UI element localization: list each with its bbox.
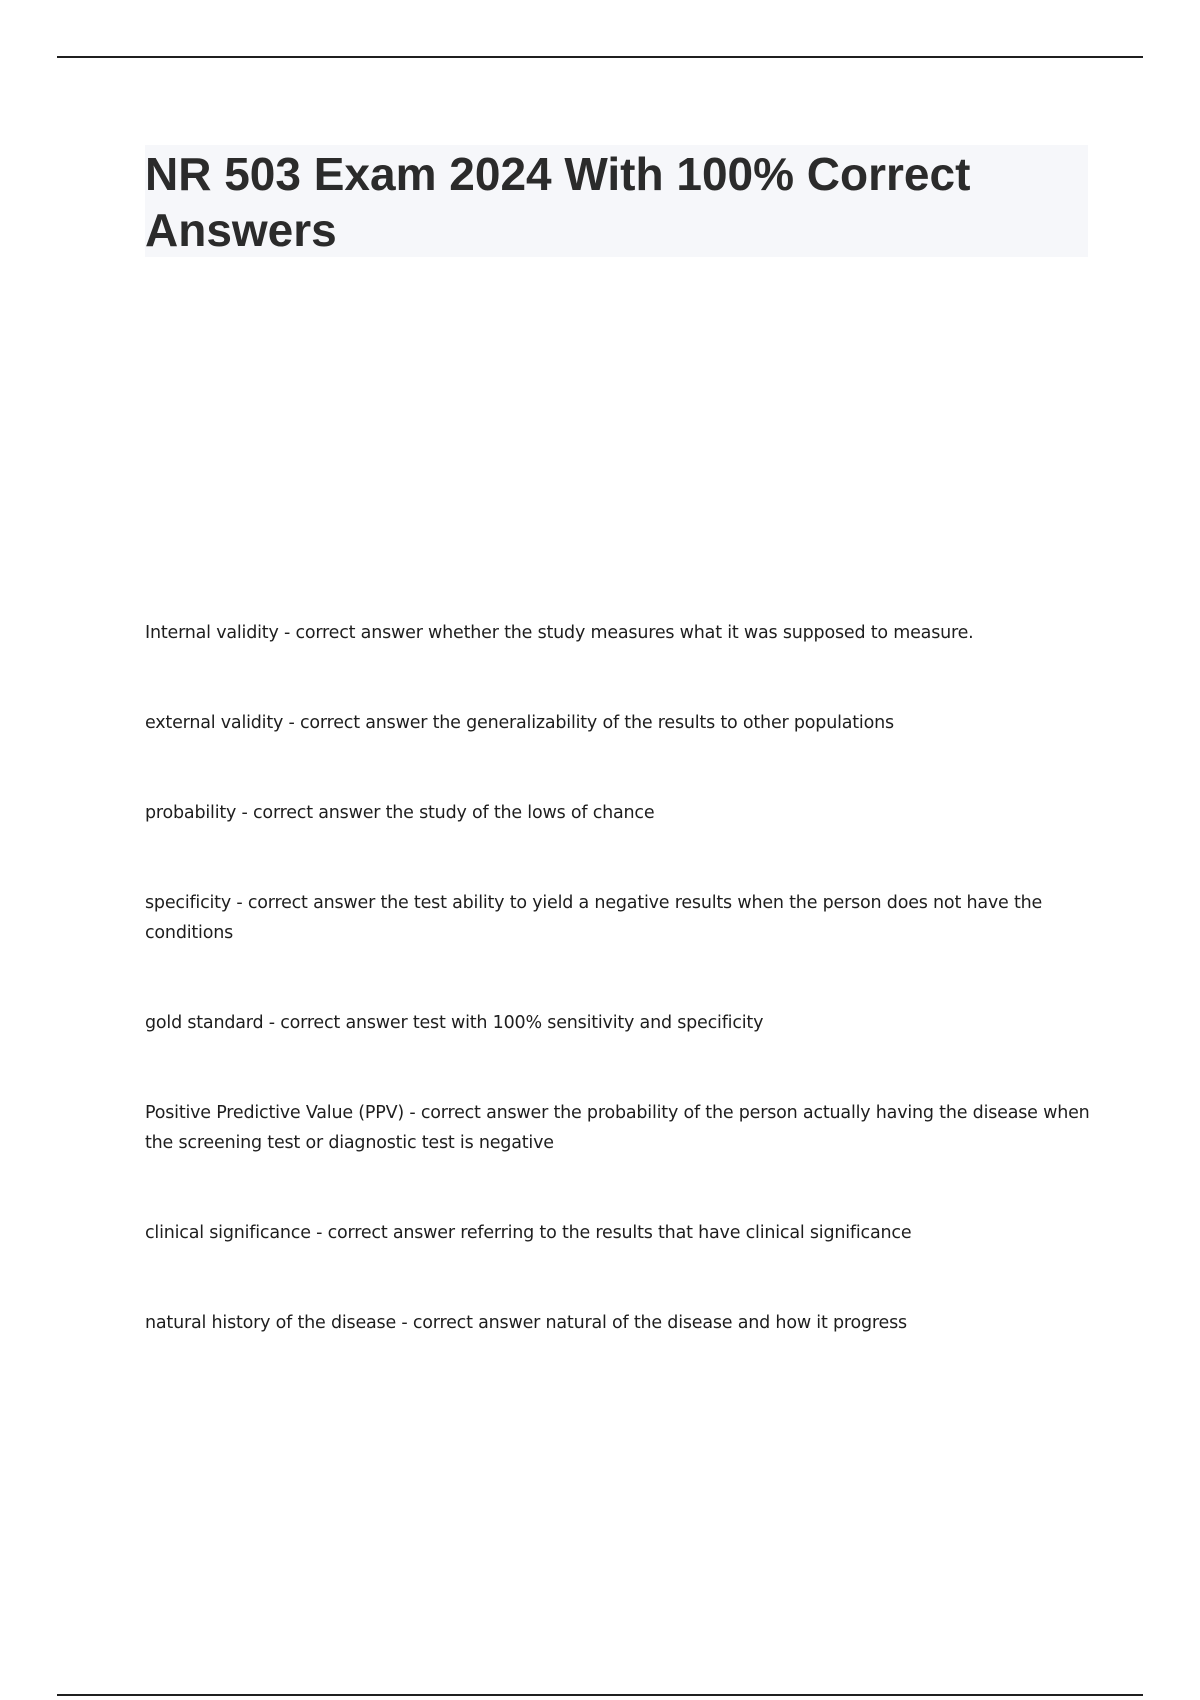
qa-list: [145, 618, 1090, 1398]
qa-item-gold-standard: gold standard - correct answer test with 100% sensitivity and specificity: [145, 1013, 764, 1033]
bottom-divider: [57, 1694, 1143, 1696]
top-divider: [57, 56, 1143, 58]
title-block: [145, 145, 1088, 257]
qa-item-specificity: specificity - correct answer the test ability to yield a negative results when the person does not have the conditions: [145, 893, 1043, 943]
qa-item-positive-predictive-value: Positive Predictive Value (PPV) - correct answer the probability of the person actually having the disease when the screening test or diagnostic test is negative: [145, 1103, 1090, 1153]
qa-item-natural-history: natural history of the disease - correct answer natural of the disease and how it progress: [145, 1313, 907, 1333]
qa-item-external-validity: external validity - correct answer the generalizability of the results to other populations: [145, 713, 894, 733]
qa-item-probability: probability - correct answer the study of the lows of chance: [145, 803, 655, 823]
qa-item-clinical-significance: clinical significance - correct answer referring to the results that have clinical significance: [145, 1223, 912, 1243]
page-title: NR 503 Exam 2024 With 100% Correct Answers: [145, 148, 971, 256]
qa-item-internal-validity: Internal validity - correct answer whether the study measures what it was supposed to measure.: [145, 623, 974, 643]
